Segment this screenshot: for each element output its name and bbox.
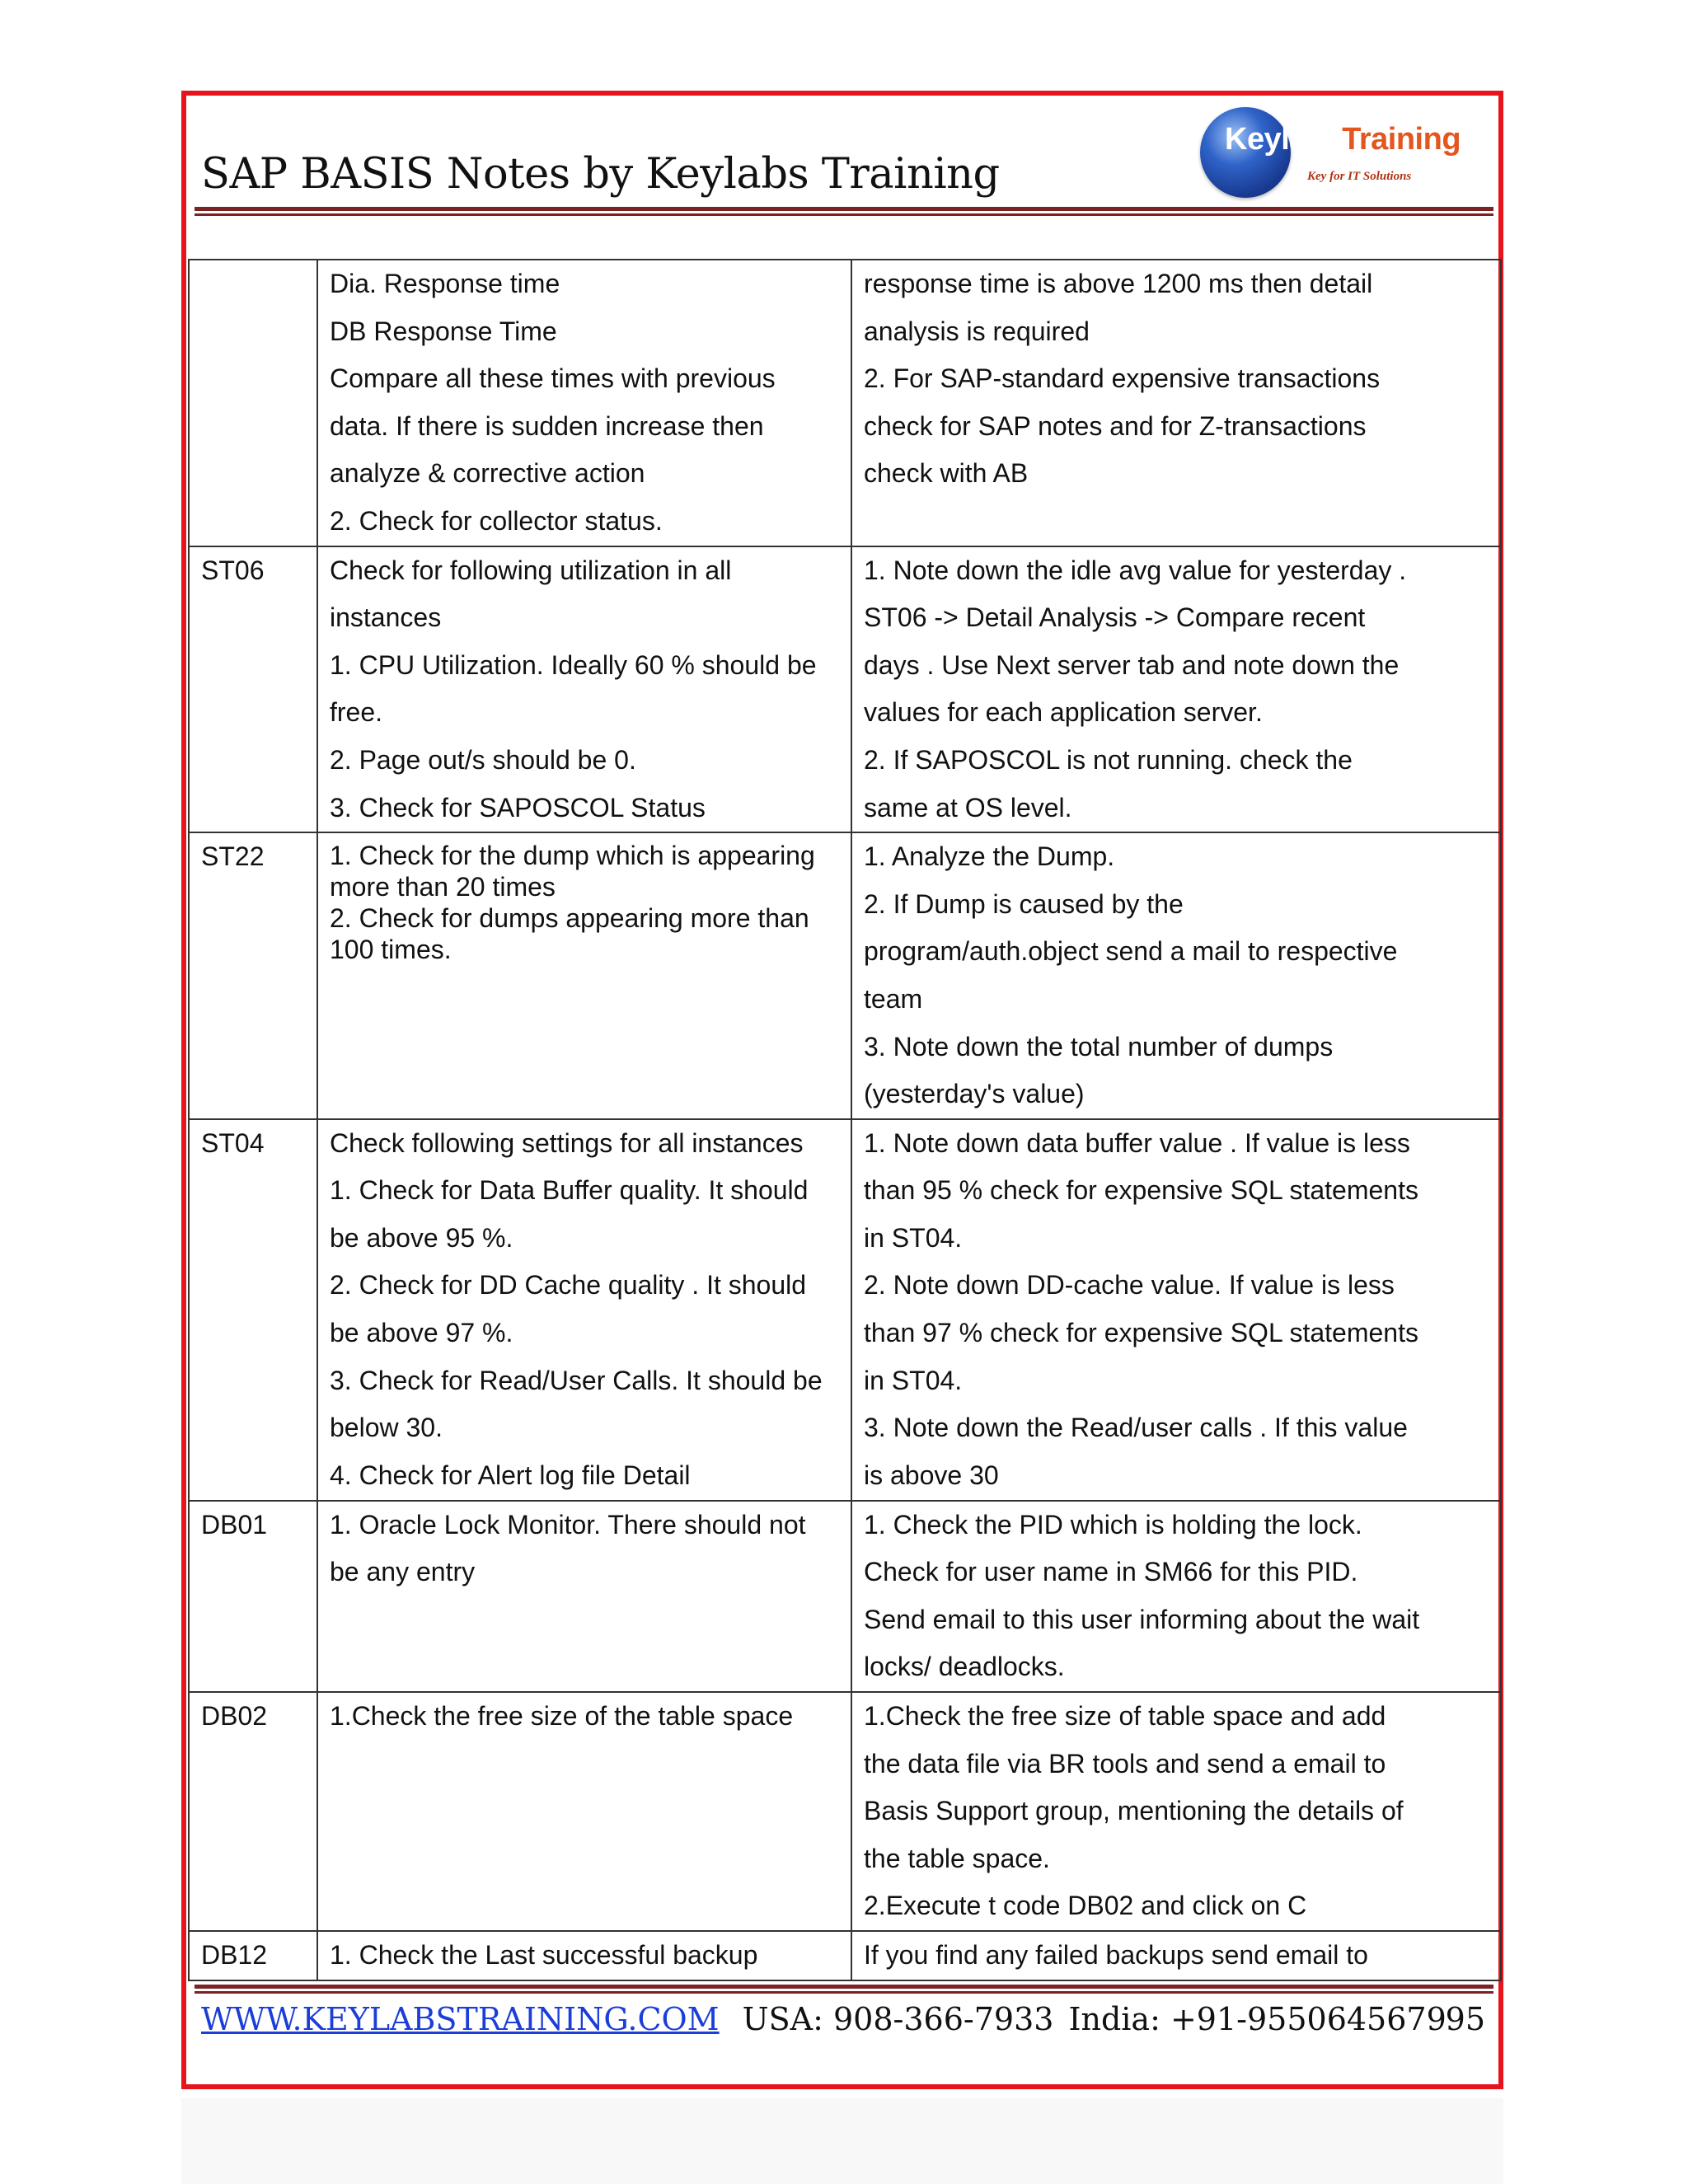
check-line: Dia. Response time	[330, 269, 560, 298]
action-line: 2.Execute t code DB02 and click on C	[864, 1891, 1307, 1921]
action-line: the table space.	[864, 1843, 1050, 1873]
check-line: Check following settings for all instances	[330, 1127, 804, 1158]
action-line: response time is above 1200 ms then detail	[864, 269, 1373, 298]
action-line: Check for user name in SM66 for this PID.	[864, 1557, 1358, 1587]
table-row	[189, 546, 1501, 833]
action-line: 3. Note down the total number of dumps	[864, 1031, 1334, 1062]
action-line: in ST04.	[864, 1365, 963, 1395]
check-cell	[317, 1501, 851, 1692]
check-line: analyze & corrective action	[330, 458, 645, 489]
check-line: instances	[330, 602, 442, 633]
action-line: check with AB	[864, 458, 1029, 489]
action-line: Basis Support group, mentioning the details of	[864, 1796, 1404, 1826]
page-title: SAP BASIS Notes by Keylabs Training	[201, 150, 1000, 199]
action-line: 2. For SAP-standard expensive transactions	[864, 363, 1381, 394]
page-bottom-margin	[181, 2098, 1503, 2184]
footer-divider	[195, 1985, 1493, 1994]
check-line: 1. Check the Last successful backup	[330, 1940, 758, 1971]
table-row	[189, 1501, 1501, 1692]
logo-brand-part1: Keylabs	[1225, 122, 1343, 157]
check-line: 2. Check for collector status.	[330, 505, 663, 536]
check-line: 100 times.	[330, 935, 452, 965]
tcode-cell: DB12	[189, 1931, 317, 1980]
action-line: same at OS level.	[864, 792, 1072, 823]
action-line: locks/ deadlocks.	[864, 1652, 1065, 1682]
india-phone: India: +91-9550645679	[1068, 2001, 1447, 2037]
action-line: team	[864, 983, 923, 1014]
action-line: values for each application server.	[864, 697, 1263, 728]
action-line: check for SAP notes and for Z-transactions	[864, 410, 1367, 441]
check-cell	[317, 1931, 851, 1980]
check-line: 1. Check for the dump which is appearing	[330, 841, 815, 871]
check-line: 2. Page out/s should be 0.	[330, 744, 636, 775]
page-frame	[181, 91, 1503, 2089]
action-cell	[851, 260, 1501, 546]
tcode-cell	[189, 260, 317, 546]
action-line: program/auth.object send a mail to respective	[864, 936, 1398, 967]
check-line: be above 97 %.	[330, 1318, 513, 1348]
action-line: 1. Check the PID which is holding the lock.	[864, 1509, 1362, 1540]
table-row	[189, 260, 1501, 546]
action-cell	[851, 1692, 1501, 1931]
check-line: 3. Check for Read/User Calls. It should be	[330, 1365, 823, 1395]
header-divider	[195, 207, 1493, 217]
check-line: more than 20 times	[330, 872, 556, 902]
logo-brand	[1225, 122, 1461, 157]
action-line: 1. Note down the idle avg value for yesterday .	[864, 555, 1407, 585]
action-line: ST06 -> Detail Analysis -> Compare recent	[864, 602, 1366, 633]
check-cell	[317, 832, 851, 1119]
action-line: in ST04.	[864, 1222, 963, 1253]
action-line: is above 30	[864, 1460, 999, 1490]
action-cell	[851, 546, 1501, 833]
check-line: Check for following utilization in all	[330, 555, 732, 585]
action-cell	[851, 1931, 1501, 1980]
check-line: free.	[330, 697, 383, 728]
table-row	[189, 832, 1501, 1119]
check-line: Compare all these times with previous	[330, 363, 776, 394]
check-line: 1. Oracle Lock Monitor. There should not	[330, 1509, 806, 1540]
check-line: below 30.	[330, 1413, 443, 1443]
action-line: the data file via BR tools and send a email to	[864, 1748, 1386, 1779]
action-line: If you find any failed backups send email to	[864, 1940, 1368, 1971]
keylabs-logo	[1200, 104, 1472, 203]
action-line: 2. If Dump is caused by the	[864, 888, 1184, 919]
action-cell	[851, 1501, 1501, 1692]
action-cell	[851, 832, 1501, 1119]
check-line: 1. Check for Data Buffer quality. It should	[330, 1175, 809, 1206]
action-line: 1. Analyze the Dump.	[864, 841, 1115, 872]
tcode-cell: DB02	[189, 1692, 317, 1931]
check-cell	[317, 260, 851, 546]
check-line: be any entry	[330, 1557, 476, 1587]
check-line: 1. CPU Utilization. Ideally 60 % should be	[330, 649, 817, 680]
action-line: 3. Note down the Read/user calls . If this value	[864, 1413, 1408, 1443]
action-line: (yesterday's value)	[864, 1079, 1085, 1109]
action-line: 1.Check the free size of table space and add	[864, 1701, 1386, 1732]
action-line: 2. If SAPOSCOL is not running. check the	[864, 744, 1353, 775]
logo-tagline: Key for IT Solutions	[1307, 170, 1412, 183]
check-line: 2. Check for DD Cache quality . It should	[330, 1270, 807, 1301]
action-line: analysis is required	[864, 316, 1090, 346]
table-row	[189, 1931, 1501, 1980]
check-cell	[317, 1692, 851, 1931]
page-number: 95	[1445, 2001, 1485, 2037]
tcode-cell: DB01	[189, 1501, 317, 1692]
action-line: Send email to this user informing about the wait	[864, 1604, 1420, 1634]
action-line: than 95 % check for expensive SQL statements	[864, 1175, 1418, 1206]
action-line: than 97 % check for expensive SQL statements	[864, 1318, 1418, 1348]
check-cell	[317, 546, 851, 833]
table-row	[189, 1119, 1501, 1501]
tcode-cell: ST04	[189, 1119, 317, 1501]
usa-phone: USA: 908-366-7933	[742, 2001, 1054, 2037]
check-line: DB Response Time	[330, 316, 557, 346]
website-link[interactable]: WWW.KEYLABSTRAINING.COM	[201, 2001, 720, 2037]
basis-checks-table	[188, 259, 1502, 1981]
action-cell	[851, 1119, 1501, 1501]
check-cell	[317, 1119, 851, 1501]
check-line: 1.Check the free size of the table space	[330, 1701, 794, 1732]
check-line: 2. Check for dumps appearing more than	[330, 903, 809, 934]
action-line: days . Use Next server tab and note down the	[864, 649, 1400, 680]
page-footer	[201, 2001, 1485, 2037]
action-line: 2. Note down DD-cache value. If value is less	[864, 1270, 1395, 1301]
table-body	[189, 260, 1501, 1980]
check-line: 4. Check for Alert log file Detail	[330, 1460, 691, 1490]
check-line: 3. Check for SAPOSCOL Status	[330, 792, 706, 823]
check-line: data. If there is sudden increase then	[330, 410, 764, 441]
tcode-cell: ST22	[189, 832, 317, 1119]
action-line: 1. Note down data buffer value . If value is less	[864, 1127, 1410, 1158]
check-line: be above 95 %.	[330, 1222, 513, 1253]
tcode-cell: ST06	[189, 546, 317, 833]
logo-brand-part2: Training	[1342, 122, 1461, 157]
table-row	[189, 1692, 1501, 1931]
